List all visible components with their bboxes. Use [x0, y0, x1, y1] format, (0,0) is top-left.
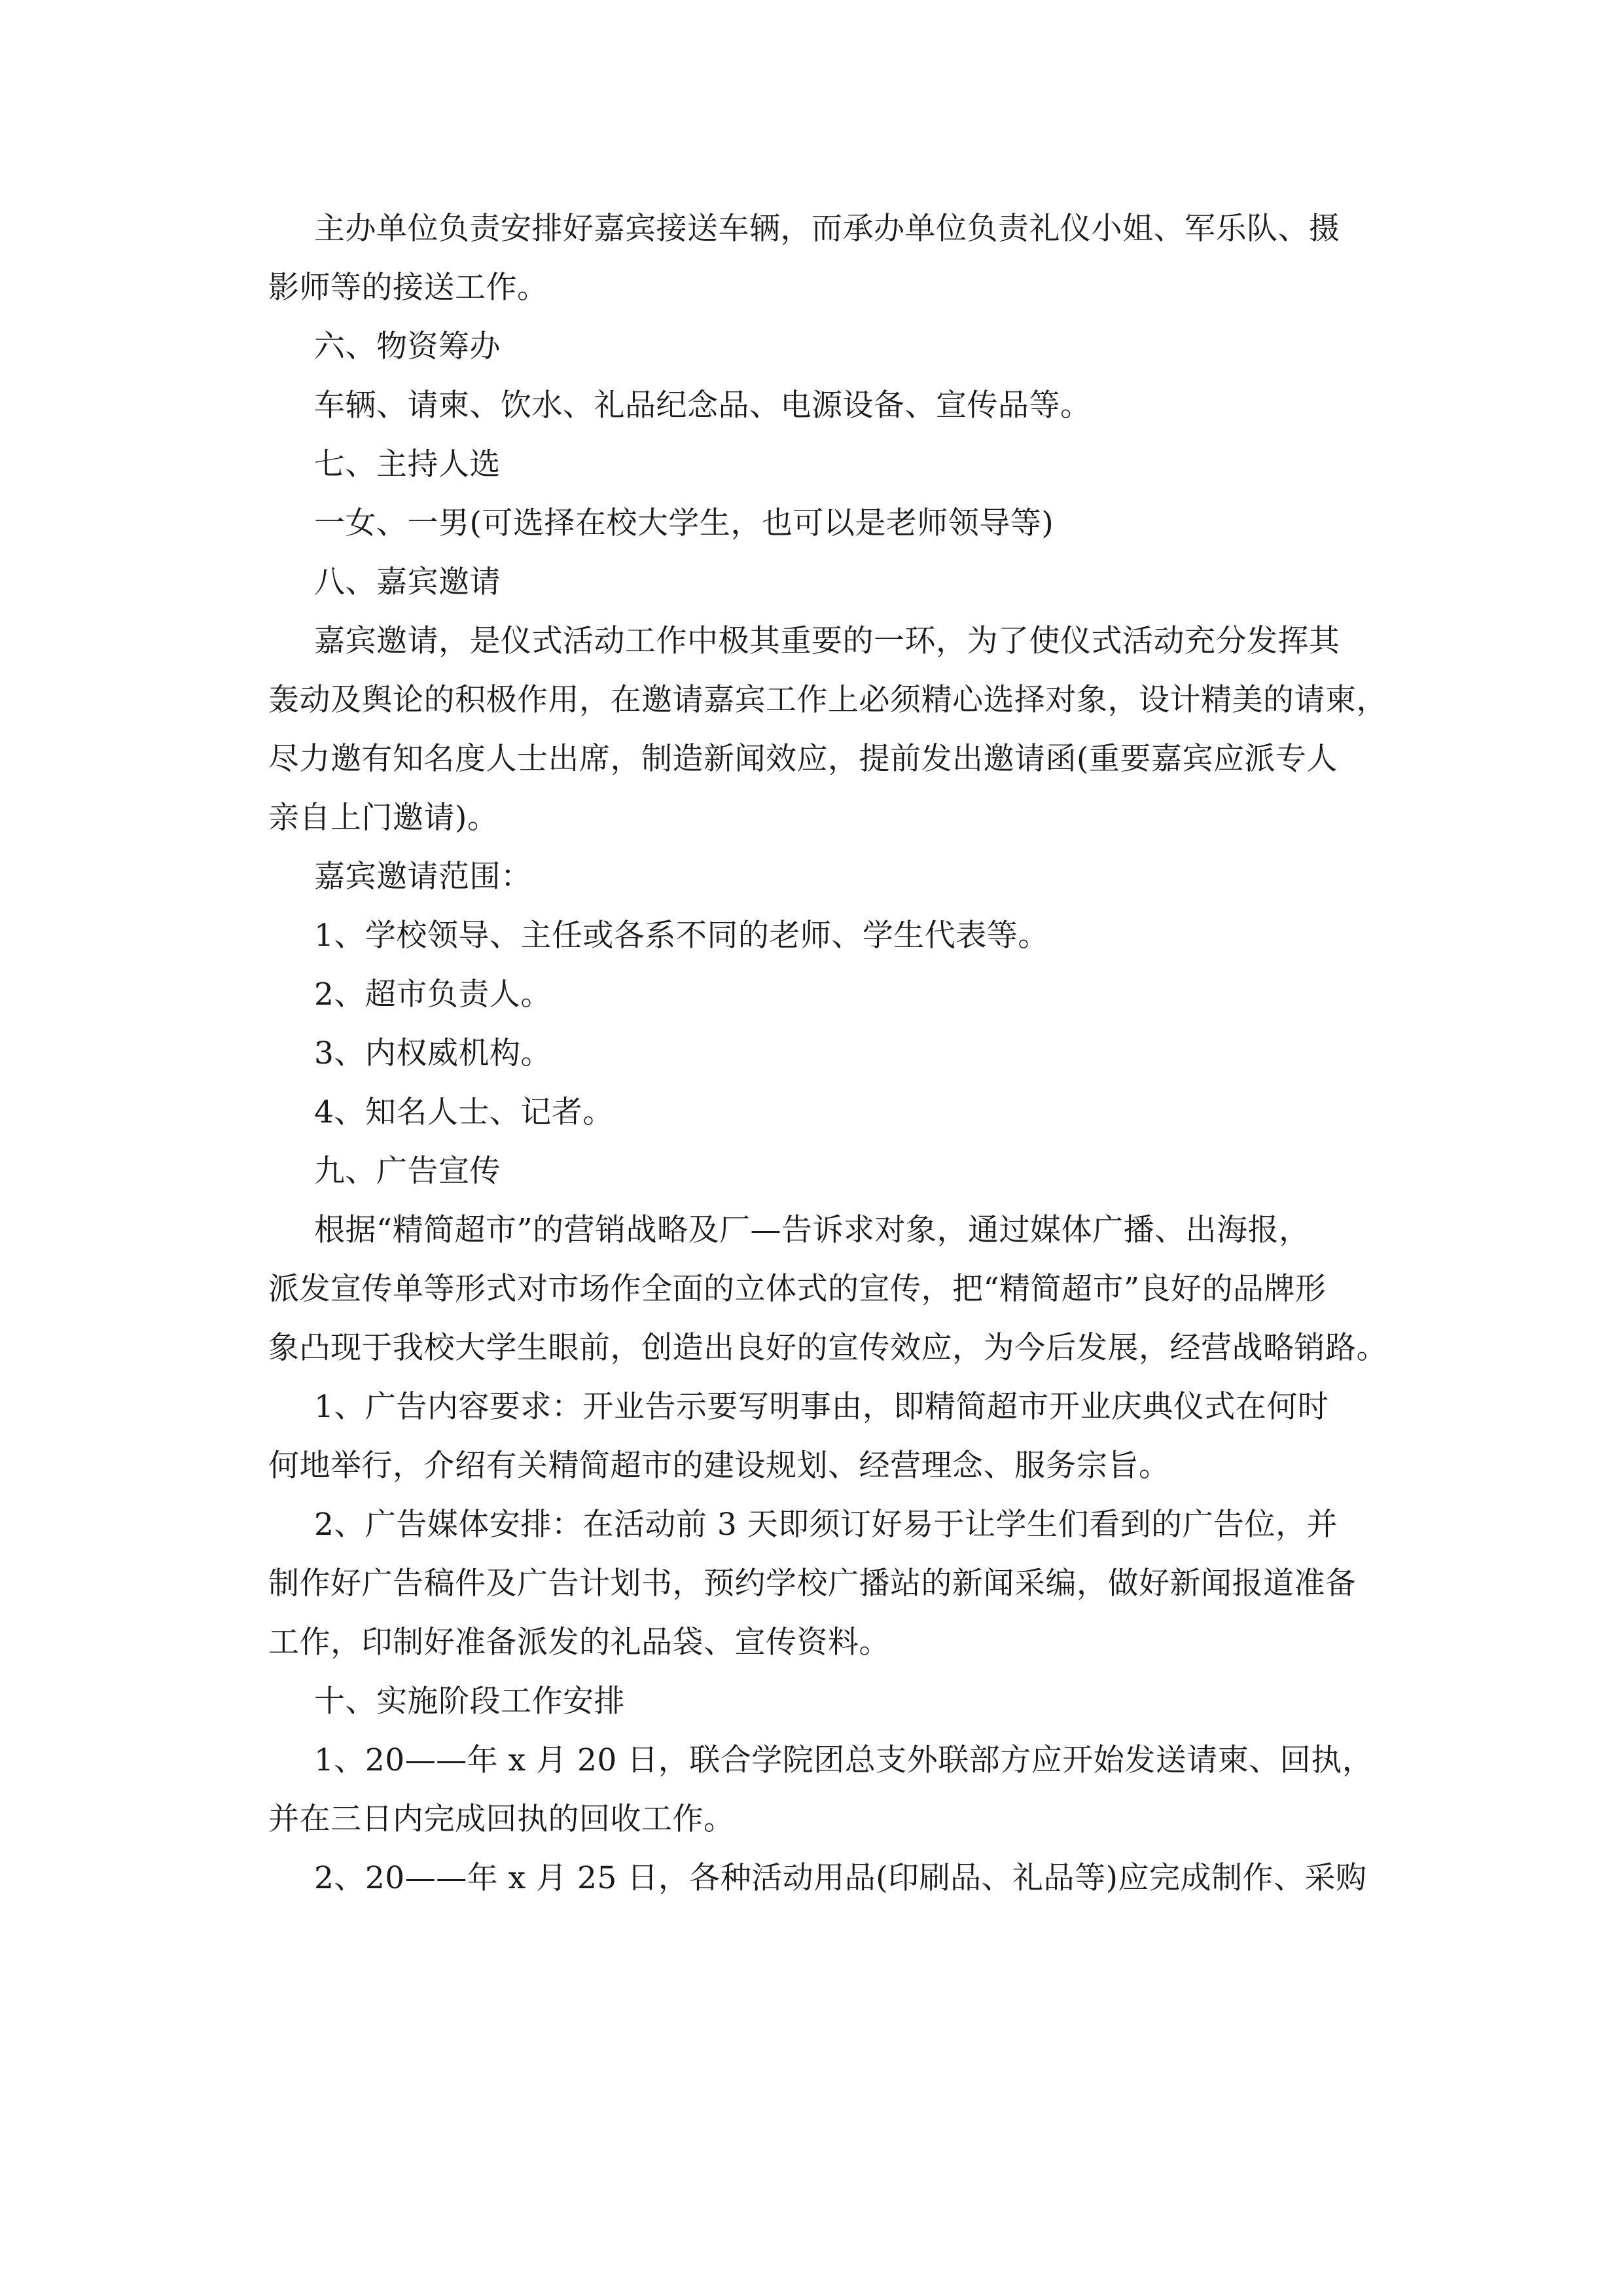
- section-heading: 八、嘉宾邀请: [314, 564, 501, 600]
- paragraph-line: 车辆、请柬、饮水、礼品纪念品、电源设备、宣传品等。: [314, 387, 1092, 423]
- list-item: 1、学校领导、主任或各系不同的老师、学生代表等。: [314, 918, 1049, 954]
- list-item: 3、内权威机构。: [314, 1035, 552, 1071]
- paragraph-line: 工作，印制好准备派发的礼品袋、宣传资料。: [268, 1624, 890, 1660]
- section-heading: 六、物资筹办: [314, 329, 501, 365]
- section-heading: 十、实施阶段工作安排: [314, 1683, 625, 1719]
- list-item: 1、广告内容要求：开业告示要写明事由，即精简超市开业庆典仪式在何时: [314, 1389, 1329, 1425]
- paragraph-line: 轰动及舆论的积极作用，在邀请嘉宾工作上必须精心选择对象，设计精美的请柬，: [268, 682, 1387, 718]
- document-body: [268, 200, 1387, 1908]
- paragraph-line: 制作好广告稿件及广告计划书，预约学校广播站的新闻采编，做好新闻报道准备: [268, 1566, 1357, 1602]
- list-item: 2、20——年 x 月 25 日，各种活动用品(印刷品、礼品等)应完成制作、采购: [314, 1860, 1367, 1896]
- paragraph-line: 主办单位负责安排好嘉宾接送车辆，而承办单位负责礼仪小姐、军乐队、摄: [314, 211, 1340, 247]
- paragraph-line: 派发宣传单等形式对市场作全面的立体式的宣传，把“精简超市”良好的品牌形: [268, 1271, 1327, 1307]
- paragraph-line: 尽力邀有知名度人士出席，制造新闻效应，提前发出邀请函(重要嘉宾应派专人: [268, 741, 1338, 777]
- paragraph-line: 嘉宾邀请范围：: [314, 859, 532, 895]
- paragraph-line: 根据“精简超市”的营销战略及厂—告诉求对象，通过媒体广播、出海报，: [314, 1212, 1310, 1248]
- paragraph-line: 并在三日内完成回执的回收工作。: [268, 1801, 735, 1837]
- paragraph-line: 一女、一男(可选择在校大学生，也可以是老师领导等): [314, 505, 1054, 541]
- section-heading: 七、主持人选: [314, 446, 501, 482]
- list-item: 4、知名人士、记者。: [314, 1094, 614, 1130]
- list-item: 1、20——年 x 月 20 日，联合学院团总支外联部方应开始发送请柬、回执，: [314, 1742, 1374, 1778]
- paragraph-line: 嘉宾邀请，是仪式活动工作中极其重要的一环，为了使仪式活动充分发挥其: [314, 623, 1340, 659]
- paragraph-line: 亲自上门邀请)。: [268, 800, 499, 836]
- paragraph-line: 象凸现于我校大学生眼前，创造出良好的宣传效应，为今后发展，经营战略销路。: [268, 1330, 1387, 1366]
- paragraph-line: 影师等的接送工作。: [268, 270, 548, 306]
- list-item: 2、超市负责人。: [314, 977, 552, 1013]
- list-item: 2、广告媒体安排：在活动前 3 天即须订好易于让学生们看到的广告位，并: [314, 1507, 1338, 1543]
- section-heading: 九、广告宣传: [314, 1153, 501, 1189]
- paragraph-line: 何地举行，介绍有关精简超市的建设规划、经营理念、服务宗旨。: [268, 1448, 1170, 1484]
